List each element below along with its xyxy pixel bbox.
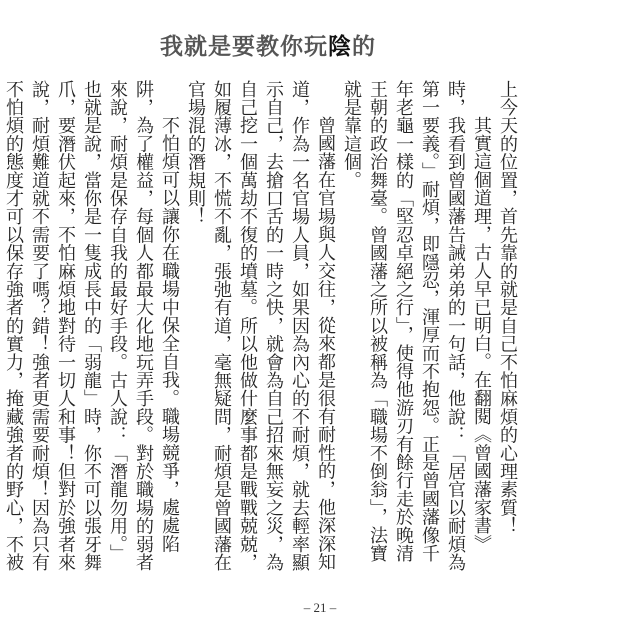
title-part-1: 我就是要教你玩 — [160, 33, 328, 60]
paragraph-3: 曾國藩在官場與人交往，從來都是很有耐性的，他深深知道，作為一名官場人員，如果因為內心的不耐煩，就去輕率顯示自己，去搶口舌的一時之快，就會為自己招來無妄之災，為自己挖一個萬劫不復的墳墓。所以他做什麼事都是戰戰兢兢，如履薄冰，不慌不亂，張弛有道，毫無疑問，耐煩是曾國藩在官場混的潛規則！ — [185, 80, 336, 572]
title-part-2: 的 — [352, 33, 376, 60]
running-header-title — [160, 28, 376, 61]
vertical-body-text — [3, 80, 520, 580]
paragraph-4: 不怕煩可以讓你在職場中保全自我。職場競爭，處處陷阱，為了權益，每個人都最大化地玩弄手段。對於職場的弱者來說，耐煩是保存自我的最好手段。古人說：「潛龍勿用。」也就是說，當你是一隻成長中的「弱龍」時，你不可以張牙舞爪，要潛伏起來，不怕麻煩地對待一切人和事！但對於強者來說，耐煩難道就不需要了嗎？錯！強者更需要耐煩！因為只有不怕煩的態度才可以保存強者的實力，掩藏強者的野心，不被 — [3, 80, 180, 572]
page-number: – 21 – — [303, 600, 337, 615]
title-highlight-char: 陰 — [328, 33, 352, 60]
paragraph-1: 上今天的位置，首先靠的就是自己不怕麻煩的心理素質！ — [497, 80, 518, 535]
paragraph-2: 其實這個道理，古人早已明白。在翻閱《曾國藩家書》時，我看到曾國藩告誡弟弟的一句話，他說：「居官以耐煩為第一要義。」耐煩，即隱忍，渾厚而不抱怨。正是曾國藩像千年老龜一樣的「堅忍卓絕之行」，使得他游刃有餘行走於晚清王朝的政治舞臺。曾國藩之所以被稱為「職場不倒翁」，法寶就是靠這個。 — [341, 80, 492, 572]
